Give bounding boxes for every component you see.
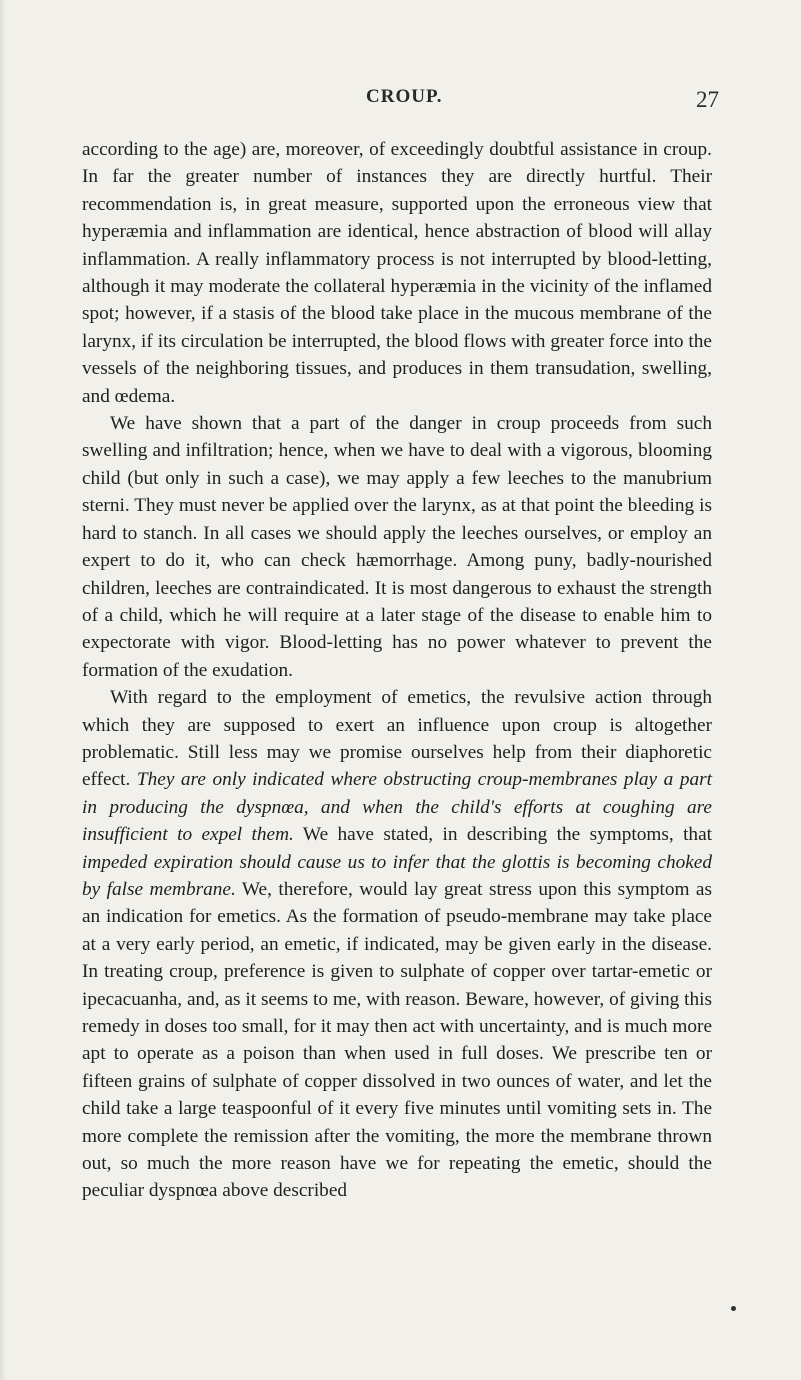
text-run: according to the age) are, moreover, of exceedingly doubtful assistance in croup. In far the greater number of instances they are directly hurtful. Their recommendation is, in great measure, supported upon the erroneous view that hyperæmia and inflammation are identical, hence abstraction of blood will allay inflammation. A really inflammatory process is not interrupted by blood-letting, although it may moderate the collateral hyperæmia in the vicinity of the inflamed spot; however, if a stasis of the blood take place in the mucous membrane of the larynx, if its circulation be interrupted, the blood flows with greater force into the vessels of the neighboring tissues, and produces in them transudation, swelling, and œdema. (82, 139, 712, 407)
text-run: We, therefore, would lay great stress upon this symptom as an indication for emetics. As the formation of pseudo-membrane may take place at a very early period, an emetic, if indicated, may be given early in the disease. In treating croup, preference is given to sulphate of copper over tartar-emetic or ipecacuanha, and, as it seems to me, with reason. Beware, however, of giving this remedy in doses too small, for it may then act with uncertainty, and is much more apt to operate as a poison than when used in full doses. We prescribe ten or fifteen grains of sulphate of copper dissolved in two ounces of water, and let the child take a large teaspoonful of it every five minutes until vomiting sets in. The more complete the remission after the vomiting, the more the membrane thrown out, so much the more reason have we for repeating the emetic, should the peculiar dyspnœa above described (82, 878, 712, 1202)
running-title: CROUP. (366, 86, 443, 107)
text-run: With regard to the employment of emetics, the revulsive action through which they are supposed to exert an influence upon croup is altogether problematic. Still less may we promise ourselves help from their diaphoretic effect. (82, 687, 712, 791)
page-gutter-shadow (0, 0, 6, 1380)
paragraph (82, 410, 712, 684)
ink-speck (731, 1306, 736, 1311)
text-run: We have stated, in describing the symptoms, that (293, 824, 712, 846)
body-text (82, 136, 712, 1205)
paragraph (82, 684, 712, 1205)
page-header (0, 86, 801, 116)
text-run: We have shown that a part of the danger in croup proceeds from such swelling and infiltration; hence, when we have to deal with a vigorous, blooming child (but only in such a case), we may apply a few leeches to the manubrium sterni. They must never be applied over the larynx, as at that point the bleeding is hard to stanch. In all cases we should apply the leeches ourselves, or employ an expert to do it, who can check hæmorrhage. Among puny, badly-nourished children, leeches are contraindicated. It is most dangerous to exhaust the strength of a child, which he will require at a later stage of the disease to enable him to expectorate with vigor. Blood-letting has no power whatever to prevent the formation of the exudation. (82, 413, 712, 681)
italic-text-run: They are only indicated where obstructing croup-membranes play a part in producing the dyspnœa, and when the child's efforts at coughing are insufficient to expel them. (82, 769, 712, 846)
paragraph (82, 136, 712, 410)
italic-text-run: impeded expiration should cause us to infer that the glottis is becoming choked by false membrane. (82, 851, 712, 900)
page-number: 27 (696, 87, 719, 112)
